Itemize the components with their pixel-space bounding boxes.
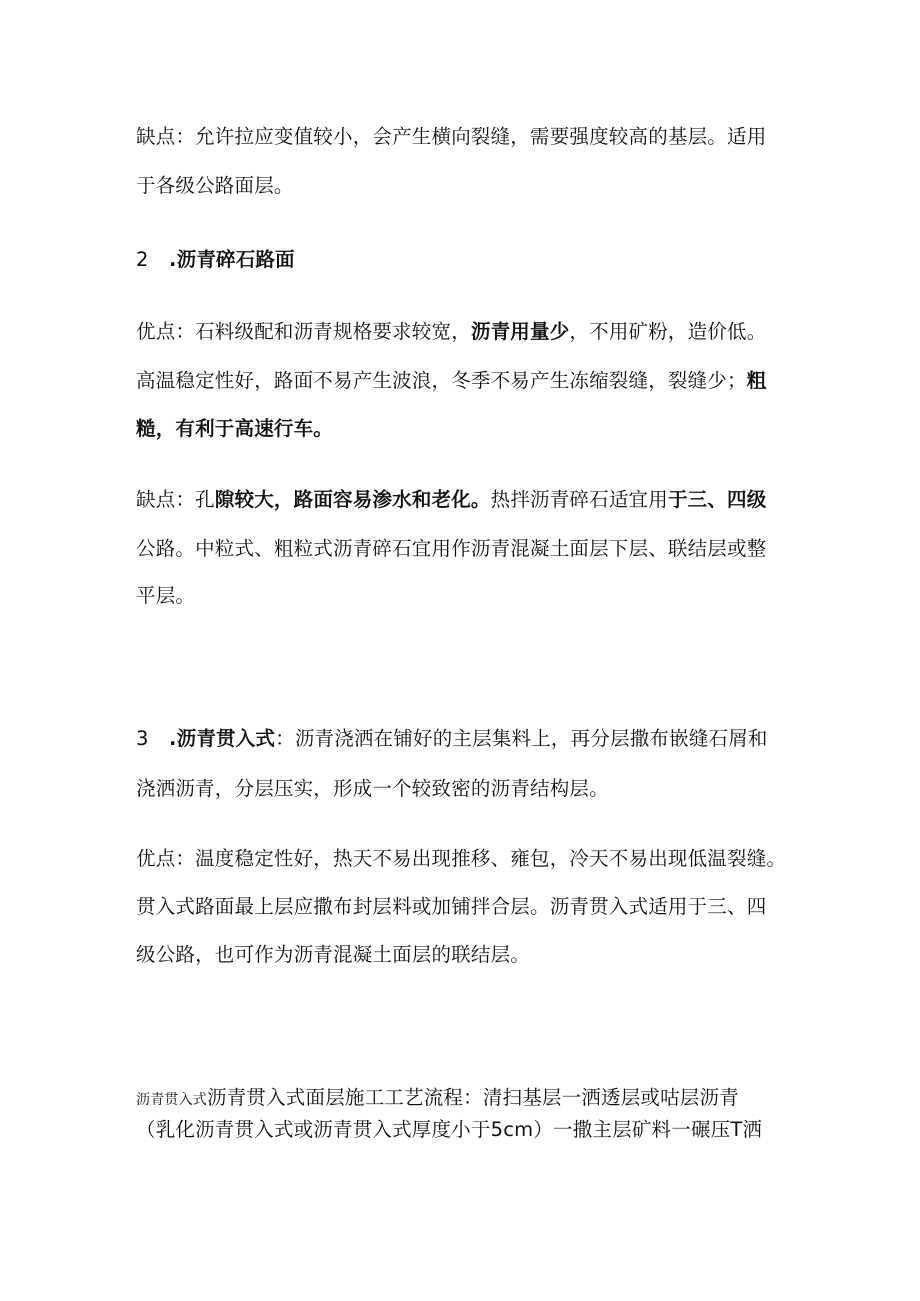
- text: 沥青贯入式面层施工工艺流程：清扫基层一洒透层或咕层沥青: [207, 1086, 739, 1109]
- paragraph-line: [136, 484, 766, 512]
- paragraph-line: [136, 939, 530, 967]
- small-text: 沥青贯入式: [136, 1092, 207, 1108]
- text: 缺点：孔: [136, 488, 215, 511]
- paragraph-line: [136, 413, 333, 441]
- text: 平层。: [136, 584, 196, 607]
- text: 优点：石料级配和沥青规格要求较宽，: [136, 320, 471, 343]
- text: 级公路，也可作为沥青混凝土面层的联结层。: [136, 943, 531, 966]
- section-heading-2: [136, 244, 295, 272]
- bold-text: 隙较大，路面容易渗水和老化。: [214, 488, 491, 511]
- section-number: 3: [136, 727, 149, 750]
- paragraph-line: [136, 843, 786, 871]
- text: （乳化沥青贯入式或沥青贯入式厚度小于5cm）一撒主层矿料一碾压T洒: [136, 1118, 763, 1141]
- text: 热拌沥青碎石适宜用: [490, 488, 668, 511]
- text: 于各级公路面层。: [136, 174, 294, 197]
- paragraph-line: [136, 891, 766, 919]
- paragraph-line: [136, 365, 766, 393]
- text: 贯入式路面最上层应撒布封层料或加铺拌合层。沥青贯入式适用于三、四: [136, 895, 767, 918]
- section-heading-3: [136, 723, 768, 751]
- paragraph-line: [136, 1082, 739, 1110]
- text: ：沥青浇洒在铺好的主层集料上，再分层撒布嵌缝石屑和: [275, 727, 768, 750]
- text: ，不用矿粉，造价低。: [569, 320, 767, 343]
- paragraph-line: [136, 170, 294, 198]
- bold-text: 沥青用量少: [470, 320, 570, 343]
- text: 公路。中粒式、粗粒式沥青碎石宜用作沥青混凝土面层下层、联结层或整: [136, 537, 767, 560]
- text: 缺点：允许拉应变值较小，会产生横向裂缝，需要强度较高的基层。适用: [136, 125, 767, 148]
- text: 高温稳定性好，路面不易产生波浪，冬季不易产生冻缩裂缝，裂缝少；: [136, 369, 747, 392]
- paragraph-line: [136, 773, 609, 801]
- paragraph-line: [136, 121, 766, 149]
- paragraph-line: [136, 1114, 762, 1142]
- section-number: 2: [136, 248, 149, 271]
- paragraph-line: [136, 533, 766, 561]
- bold-text: 于三、四级: [667, 488, 767, 511]
- paragraph-line: [136, 316, 766, 344]
- section-title: .沥青贯入式: [169, 727, 276, 750]
- bold-text: 糙，有利于高速行车。: [136, 417, 334, 440]
- paragraph-line: [136, 580, 195, 608]
- bold-text: 粗: [746, 369, 767, 392]
- text: 优点：温度稳定性好，热天不易出现推移、雍包，冷天不易出现低温裂缝。: [136, 847, 787, 870]
- section-title: .沥青碎石路面: [169, 248, 295, 271]
- text: 浇洒沥青，分层压实，形成一个较致密的沥青结构层。: [136, 777, 609, 800]
